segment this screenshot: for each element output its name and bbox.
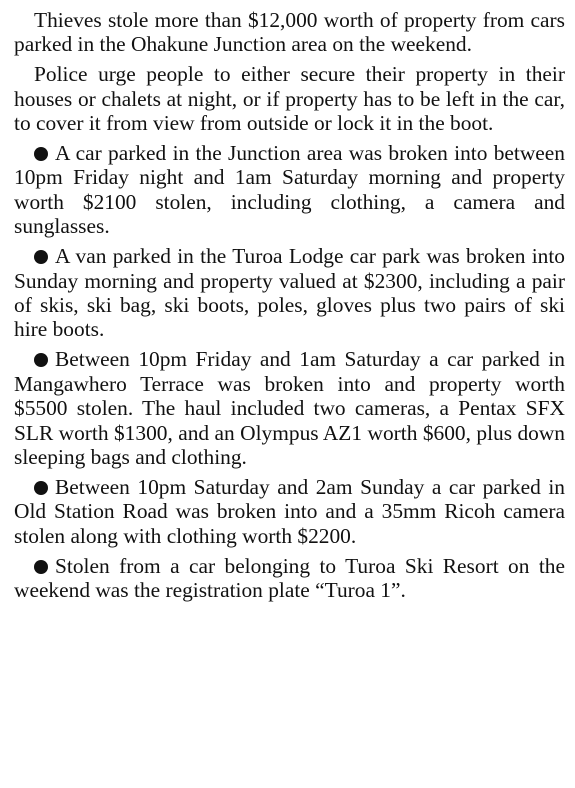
article-paragraph-intro — [14, 8, 565, 57]
paragraph-text: Thieves stole more than $12,000 worth of property from cars parked in the Ohakune Junction area on the weekend. — [14, 8, 565, 57]
bullet-dot-icon — [34, 147, 48, 161]
paragraph-text: A car parked in the Junction area was broken into between 10pm Friday night and 1am Saturday morning and property worth $2100 stolen, including clothing, a camera and sunglasses. — [14, 141, 565, 239]
bullet-dot-icon — [34, 353, 48, 367]
article-bullet-junction-car — [14, 141, 565, 239]
bullet-dot-icon — [34, 560, 48, 574]
paragraph-text: Between 10pm Friday and 1am Saturday a car parked in Mangawhero Terrace was broken into and property worth $5500 stolen. The haul included two cameras, a Pentax SFX SLR worth $1300, and an Olympus AZ1 worth $600, plus down sleeping bags and clothing. — [14, 347, 565, 469]
article-bullet-registration-plate — [14, 554, 565, 603]
article-bullet-mangawhero-terrace — [14, 347, 565, 469]
article-bullet-old-station-road — [14, 475, 565, 548]
bullet-dot-icon — [34, 481, 48, 495]
bullet-dot-icon — [34, 250, 48, 264]
article-paragraph-police-advice — [14, 62, 565, 135]
article-bullet-turoa-lodge-van — [14, 244, 565, 342]
paragraph-text: Police urge people to either secure their property in their houses or chalets at night, or if property has to be left in the car, to cover it from view from outside or lock it in the boot. — [14, 62, 565, 136]
paragraph-text: Stolen from a car belonging to Turoa Ski Resort on the weekend was the registration plate “Turoa 1”. — [14, 553, 565, 602]
paragraph-text: Between 10pm Saturday and 2am Sunday a car parked in Old Station Road was broken into and a 35mm Ricoh camera stolen along with clothing worth $2200. — [14, 474, 565, 548]
paragraph-text: A van parked in the Turoa Lodge car park was broken into Sunday morning and property valued at $2300, including a pair of skis, ski bag, ski boots, poles, gloves plus two pairs of ski hire boots. — [14, 244, 565, 342]
